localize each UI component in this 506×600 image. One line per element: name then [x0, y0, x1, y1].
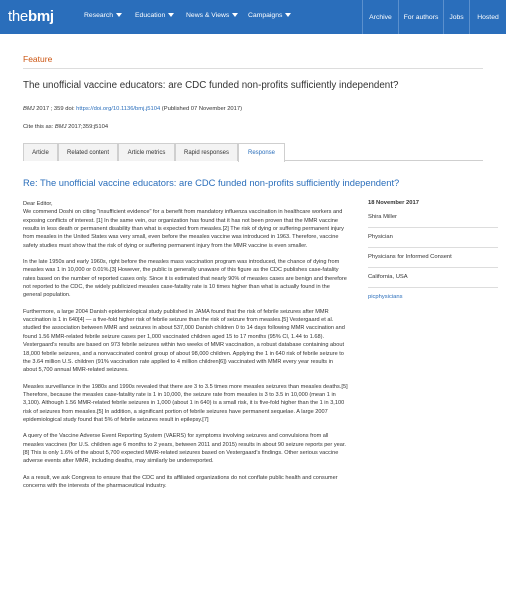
header-divider [23, 68, 483, 69]
chevron-down-icon [232, 13, 238, 17]
sidebar-divider [368, 247, 498, 248]
cite-as-line: Cite this as: BMJ 2017;359:j5104 [23, 124, 109, 130]
response-paragraph: As a result, we ask Congress to ensure that the CDC and its affiliated organizations do not conflate public health and consumer concerns with the interests of the pharmaceutical industry. [23, 474, 338, 489]
response-paragraph: Furthermore, a large 2004 Danish epidemiological study published in JAMA found that the risk of febrile seizures after MMR vaccination is 1 in 640[4] — a five-fold higher risk of febrile seizure than the risk of seizure from measles.[5] Vestergaard et al. studied the association between MMR and seizures in about 537,000 Danish children 0 to 14 days following MMR vaccination and found 1.56 MMR-related febrile seizure cases per 1,000 vaccinated children aged 15 to 17 months (95% CI, 1.44 to 1.68). Vestergaard's results are based on 973 febrile seizures within two weeks of MMR vaccination, a robust database containing about 18,000 febrile seizures, and a nonvaccinated control group of about 98,000 children. Applying the 1 in 640 risk of febrile seizure to the 3.64 million U.S. children (91% vaccination rate applied to 4 million children[6]) vaccinated with MMR every year results in about 5,700 annual MMR-related seizures. [23, 308, 345, 374]
tab-rapid-responses[interactable]: Rapid responses [175, 143, 238, 161]
bottom-fade [0, 578, 506, 600]
response-paragraph: In the late 1950s and early 1960s, right before the measles mass vaccination program was introduced, the chance of dying from measles was 1 in 10,000 or 0.01%.[3] However, the public is generally unaware of this figure as the CDC publishes case-fatality rates based on the number of reported cases only. Since it is estimated that nearly 90% of measles cases are benign and therefore not reported to the CDC, the widely publicized measles case-fatality rate is 10 times higher than what is actually found in the general population. [23, 259, 347, 299]
sidebar-divider [368, 267, 498, 268]
author-sidebar [368, 200, 498, 307]
jobs-link[interactable]: Jobs [443, 0, 469, 34]
top-navigation-bar [0, 0, 506, 34]
author-role: Physician [368, 234, 393, 240]
chevron-down-icon [116, 13, 122, 17]
sidebar-divider [368, 227, 498, 228]
bmj-logo[interactable] [8, 8, 54, 25]
citation-line: BMJ 2017 ; 359 doi: https://doi.org/10.1136/bmj.j5104 (Published 07 November 2017) [23, 106, 243, 112]
sidebar-divider [368, 287, 498, 288]
author-organization: Physicians for Informed Consent [368, 254, 452, 260]
response-date: 18 November 2017 [368, 200, 419, 206]
tab-article[interactable]: Article [23, 143, 58, 161]
nav-research[interactable]: Research [84, 12, 122, 19]
hosted-link[interactable]: Hosted [469, 0, 506, 34]
response-paragraph: Dear Editor, We commend Doshi on citing "insufficient evidence" for a benefit from mandatory influenza vaccination in healthcare workers and exposing conflicts of interest. [1] In the same vein, our organization has found that it has not been proven that the MMR vaccine results in less death or permanent disability than what is expected from measles.[2] The risk of dying or suffering permanent injury from measles in the United States was very small, even before the measles vaccine was introduced in 1963. Therefore, vaccine safety studies must show that the risk of dying or suffering permanent injury from the MMR vaccine is even smaller. [23, 201, 344, 249]
nav-education[interactable]: Education [135, 12, 174, 19]
article-tabs [23, 143, 483, 161]
chevron-down-icon [168, 13, 174, 17]
archive-link[interactable]: Archive [362, 0, 398, 34]
response-paragraph: A query of the Vaccine Adverse Event Reporting System (VAERS) for symptoms involving seizures and convulsions from all measles vaccines (for U.S. children age 6 months to 2 years, between 2011 and 2015) results in about 90 seizure reports per year.[8] This is only 1.6% of the about 5,700 expected MMR-related seizures based on Vestergaard's findings. Other serious vaccine adverse events after MMR, including deaths, may similarly be underreported. [23, 433, 346, 465]
chevron-down-icon [285, 13, 291, 17]
tab-related-content[interactable]: Related content [58, 143, 118, 161]
response-paragraph: Measles surveillance in the 1980s and 1990s revealed that there are 3 to 3.5 times more measles seizures than measles deaths.[5] Therefore, because the measles case-fatality rate is 1 in 10,000, the seizure rate from measles is 3 to 3.5 in 10,000 (mean 1 in 3,100). Although 1.56 MMR-related febrile seizures in 1,000 (about 1 in 640) is a small risk, it is five-fold higher than the 1 in 3,100 risk of seizures from measles.[5] In addition, a significant portion of febrile seizures have permanent sequelae. A large 2007 epidemiological study found that 5% of febrile seizures result in epilepsy.[7] [23, 383, 348, 423]
article-title: The unofficial vaccine educators: are CDC funded non-profits sufficiently independent? [23, 80, 399, 91]
logo-brand: bmj [27, 8, 54, 25]
doi-link[interactable]: https://doi.org/10.1136/bmj.j5104 [76, 106, 161, 112]
logo-prefix: the [8, 8, 28, 25]
nav-news-views[interactable]: News & Views [186, 12, 238, 19]
journal-name: BMJ [23, 106, 35, 112]
tab-article-metrics[interactable]: Article metrics [118, 143, 175, 161]
section-label: Feature [23, 54, 53, 64]
response-body [23, 200, 348, 498]
author-location: California, USA [368, 274, 408, 280]
author-handle-link[interactable]: picphysicians [368, 294, 403, 300]
nav-campaigns[interactable]: Campaigns [248, 12, 291, 19]
author-name: Shira Miller [368, 214, 397, 220]
for-authors-link[interactable]: For authors [398, 0, 443, 34]
response-title: Re: The unofficial vaccine educators: are CDC funded non-profits sufficiently independent? [23, 177, 400, 188]
tab-response[interactable]: Response [238, 143, 285, 162]
